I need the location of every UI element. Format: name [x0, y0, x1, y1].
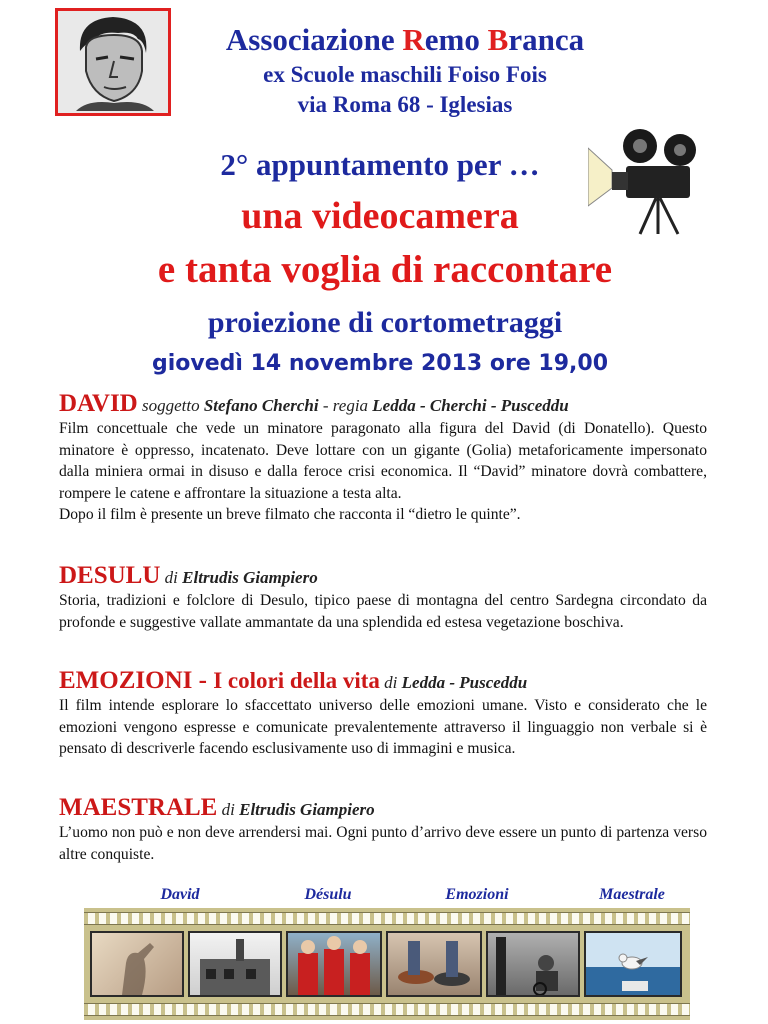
film-name: DAVID [59, 390, 138, 417]
frame-david-mine [188, 931, 282, 997]
film-entry-maestrale [59, 794, 707, 865]
filmstrip-label-desulu: Désulu [304, 886, 352, 903]
film-heading: DAVID soggetto Stefano Cherchi - regia Ledda - Cherchi - Pusceddu [59, 390, 569, 417]
event-subtitle: proiezione di cortometraggi [207, 306, 563, 339]
film-subtitle: I colori della vita [213, 668, 380, 693]
movie-camera-icon [588, 126, 708, 236]
frame-emozioni-street [486, 931, 580, 997]
filmstrip-perforations-bottom [84, 1003, 690, 1016]
film-description: Film concettuale che vede un minatore paragonato alla figura del David (di Donatello). Questo minatore è oppresso, incatenato. Deve lottare con un gigante (Golia) metaforicamente impersonato dalla miniera ormai in disuso e dalla feroce crisi economica. Il “David” minatore dovrà combattere, rompere le catene e affrontare la situazione a testa alta. [59, 420, 707, 502]
film-heading: EMOZIONI - I colori della vita di Ledda - Pusceddu [59, 667, 528, 694]
film-name: DESULU [59, 562, 161, 589]
film-entry-desulu [59, 562, 707, 633]
film-heading: DESULU di Eltrudis Giampiero [59, 562, 318, 589]
filmstrip [84, 908, 690, 1020]
filmstrip-perforations-top [84, 912, 690, 925]
event-date: giovedì 14 novembre 2013 ore 19,00 [151, 351, 609, 376]
film-name: EMOZIONI - [59, 667, 214, 694]
event-title-line2: e tanta voglia di raccontare [157, 248, 613, 291]
event-title-line1: una videocamera [241, 195, 519, 237]
appointment-heading: 2° appuntamento per … [220, 147, 540, 182]
frame-maestrale-seagull [584, 931, 682, 997]
film-description: Storia, tradizioni e folclore di Desulo, tipico paese di montagna del centro Sardegna circondato da profonde e suggestive vallate ammantate da una splendida ed estesa vegetazione boschiva. [59, 592, 707, 631]
film-name: MAESTRALE [59, 794, 218, 821]
association-venue: ex Scuole maschili Foiso Fois [263, 62, 547, 87]
frame-desulu-costumes [286, 931, 382, 997]
film-note: Dopo il film è presente un breve filmato che racconta il “dietro le quinte”. [59, 506, 521, 523]
film-entry-emozioni [59, 667, 707, 760]
filmstrip-label-david: David [160, 886, 200, 903]
filmstrip-label-emozioni: Emozioni [445, 886, 509, 903]
filmstrip-label-maestrale: Maestrale [599, 886, 665, 903]
association-name: Associazione Remo Branca [225, 22, 585, 57]
film-heading: MAESTRALE di Eltrudis Giampiero [59, 794, 375, 821]
film-description: L’uomo non può e non deve arrendersi mai. Ogni punto d’arrivo deve essere un punto di partenza verso altre conquiste. [59, 824, 707, 863]
logo-portrait [55, 8, 171, 116]
frame-emozioni-feet [386, 931, 482, 997]
film-entry-david [59, 390, 707, 526]
association-address: via Roma 68 - Iglesias [297, 92, 513, 117]
frame-david-shadow [90, 931, 184, 997]
film-description: Il film intende esplorare lo sfaccettato universo delle emozioni umane. Visto e considerato che le emozioni vengono espresse e comunicate prevalentemente attraverso il linguaggio non verbale si è pensato di descriverle facendo esclusivamente uso di immagini e musica. [59, 697, 707, 757]
